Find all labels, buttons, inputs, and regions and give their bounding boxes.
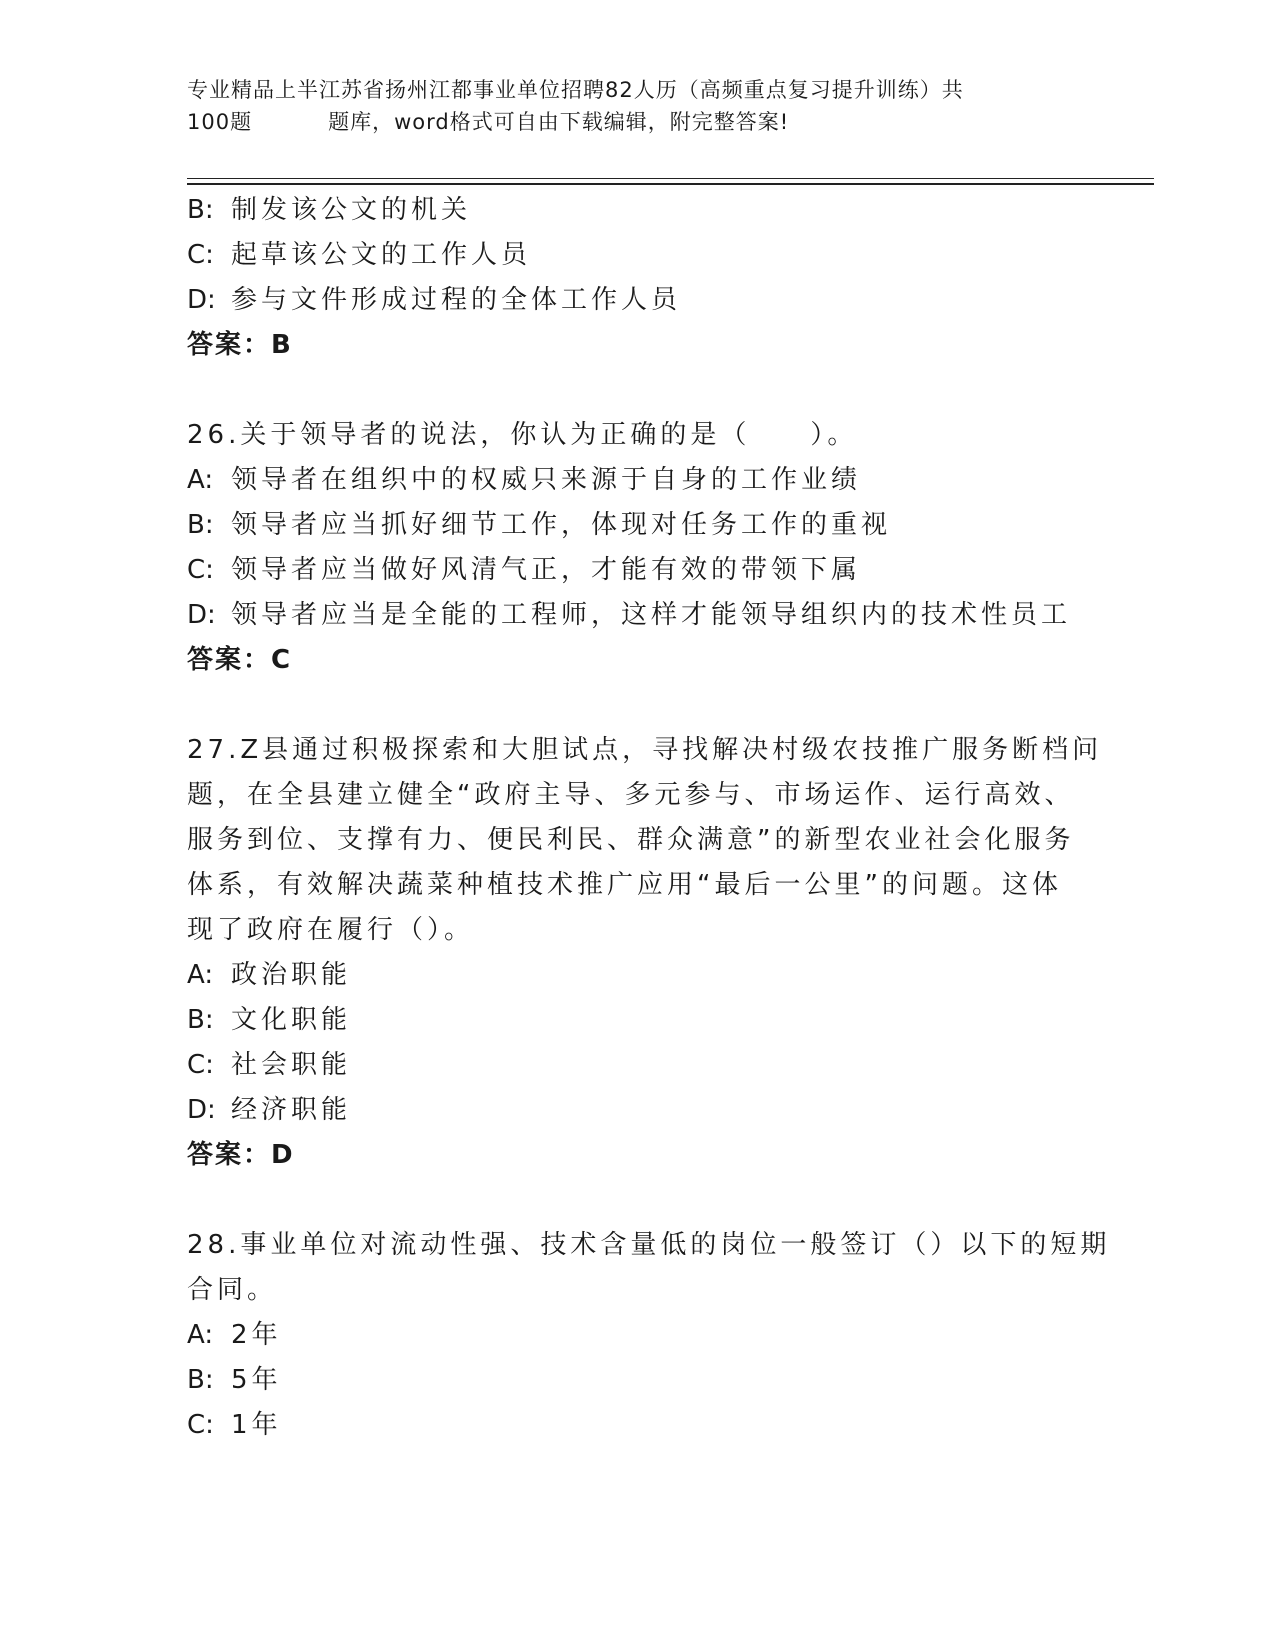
- question-stem-line: 服务到位、支撑有力、便民利民、群众满意”的新型农业社会化服务: [187, 825, 1075, 855]
- question-28: [187, 1223, 1111, 1448]
- question-stem-line: 合同。: [187, 1275, 278, 1305]
- option-b: B: 文化职能: [187, 1005, 352, 1035]
- question-25: [187, 188, 1087, 368]
- question-stem-line: 体系，有效解决蔬菜种植技术推广应用“最后一公里”的问题。这体: [187, 870, 1062, 900]
- option-b: B: 5年: [187, 1365, 282, 1395]
- option-c: C: 起草该公文的工作人员: [187, 240, 532, 270]
- option-d: D: 领导者应当是全能的工程师，这样才能领导组织内的技术性员工: [187, 600, 1072, 630]
- question-content: [187, 188, 1111, 1448]
- question-26: [187, 413, 1087, 683]
- option-b: B: 领导者应当抓好细节工作，体现对任务工作的重视: [187, 510, 892, 540]
- question-27: [187, 728, 1103, 1178]
- option-c: C: 社会职能: [187, 1050, 352, 1080]
- header-count: 100题: [187, 110, 253, 134]
- option-a: A: 政治职能: [187, 960, 352, 990]
- question-stem-line: 题，在全县建立健全“政府主导、多元参与、市场运作、运行高效、: [187, 780, 1075, 810]
- header-desc: 题库，word格式可自由下载编辑，附完整答案!: [328, 110, 790, 134]
- answer: 答案：B: [187, 330, 293, 360]
- answer: 答案：C: [187, 645, 293, 675]
- header-rule-thin: [187, 178, 1154, 179]
- header-rule-thick: [187, 183, 1154, 185]
- option-d: D: 经济职能: [187, 1095, 352, 1125]
- document-header: [187, 74, 1087, 138]
- answer: 答案：D: [187, 1140, 295, 1170]
- question-stem: 26.关于领导者的说法，你认为正确的是（ ）。: [187, 420, 858, 450]
- question-stem-line: 27.Z县通过积极探索和大胆试点，寻找解决村级农技推广服务断档问: [187, 735, 1103, 765]
- header-line-2: [187, 106, 1087, 138]
- question-stem-line: 现了政府在履行（）。: [187, 915, 475, 945]
- option-a: A: 领导者在组织中的权威只来源于自身的工作业绩: [187, 465, 862, 495]
- question-stem-line: 28.事业单位对流动性强、技术含量低的岗位一般签订（）以下的短期: [187, 1230, 1111, 1260]
- option-a: A: 2年: [187, 1320, 282, 1350]
- option-b: B: 制发该公文的机关: [187, 195, 472, 225]
- option-c: C: 1年: [187, 1410, 282, 1440]
- option-c: C: 领导者应当做好风清气正，才能有效的带领下属: [187, 555, 862, 585]
- header-line-1: 专业精品上半江苏省扬州江都事业单位招聘82人历（高频重点复习提升训练）共: [187, 78, 964, 102]
- option-d: D: 参与文件形成过程的全体工作人员: [187, 285, 682, 315]
